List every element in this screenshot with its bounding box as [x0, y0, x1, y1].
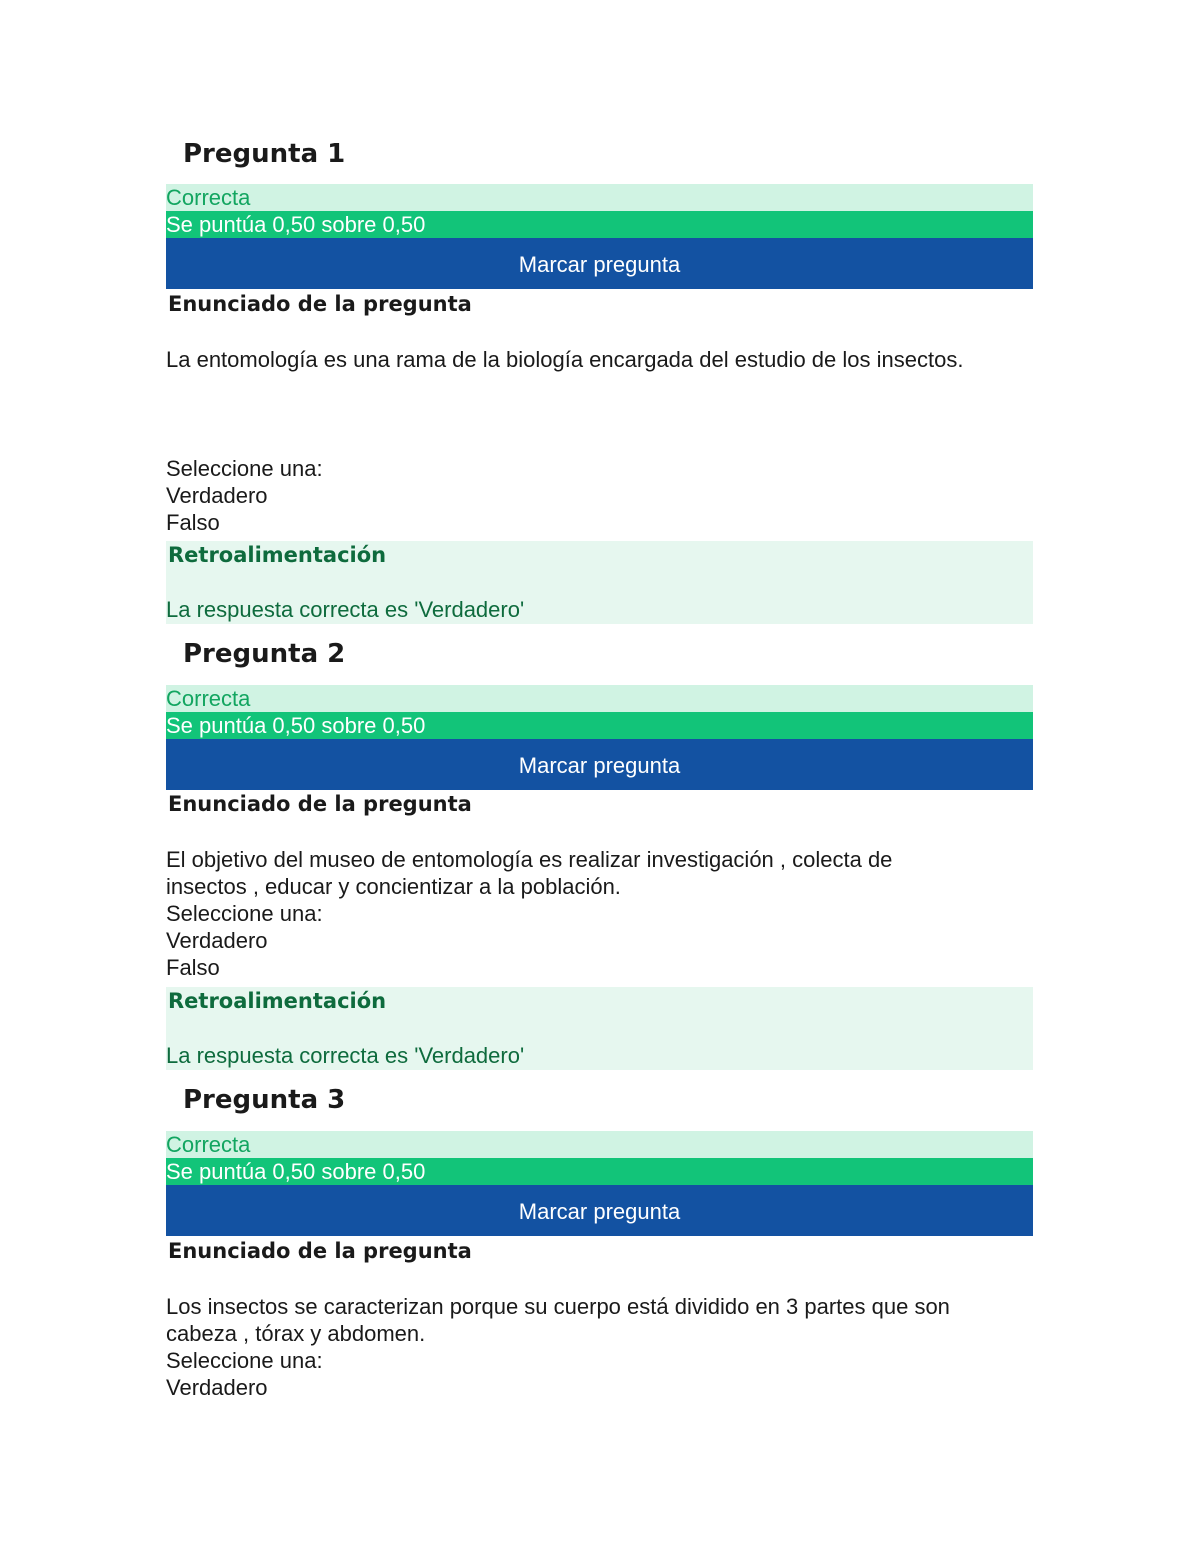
question-state: Correcta	[166, 184, 1033, 211]
question-text: El objetivo del museo de entomología es realizar investigación , colecta de insectos , educar y concientizar a la población.	[166, 847, 893, 899]
question-prompt-heading: Enunciado de la pregunta	[168, 292, 472, 316]
feedback-text: La respuesta correcta es 'Verdadero'	[166, 597, 525, 622]
select-label: Seleccione una:	[166, 901, 323, 926]
question-prompt-heading: Enunciado de la pregunta	[168, 1239, 472, 1263]
option-verdadero[interactable]: Verdadero	[166, 483, 268, 508]
question-grade: Se puntúa 0,50 sobre 0,50	[166, 1158, 1033, 1185]
flag-question-button[interactable]: Marcar pregunta	[166, 238, 1033, 289]
question-state: Correcta	[166, 685, 1033, 712]
question-text: Los insectos se caracterizan porque su cuerpo está dividido en 3 partes que son cabeza , tórax y abdomen.	[166, 1294, 950, 1346]
question-title: Pregunta 3	[183, 1085, 346, 1115]
select-label: Seleccione una:	[166, 1348, 323, 1373]
question-text: La entomología es una rama de la biología encargada del estudio de los insectos.	[166, 347, 964, 372]
option-verdadero[interactable]: Verdadero	[166, 1375, 268, 1400]
select-label: Seleccione una:	[166, 456, 323, 481]
question-title: Pregunta 2	[183, 639, 346, 669]
feedback-title: Retroalimentación	[168, 989, 387, 1013]
feedback-text: La respuesta correcta es 'Verdadero'	[166, 1043, 525, 1068]
flag-question-button[interactable]: Marcar pregunta	[166, 1185, 1033, 1236]
option-falso[interactable]: Falso	[166, 955, 220, 980]
option-falso[interactable]: Falso	[166, 510, 220, 535]
feedback-title: Retroalimentación	[168, 543, 387, 567]
question-prompt-heading: Enunciado de la pregunta	[168, 792, 472, 816]
feedback-box	[166, 987, 1033, 1070]
question-state: Correcta	[166, 1131, 1033, 1158]
feedback-box	[166, 541, 1033, 624]
question-grade: Se puntúa 0,50 sobre 0,50	[166, 712, 1033, 739]
question-grade: Se puntúa 0,50 sobre 0,50	[166, 211, 1033, 238]
question-title: Pregunta 1	[183, 139, 346, 169]
option-verdadero[interactable]: Verdadero	[166, 928, 268, 953]
flag-question-button[interactable]: Marcar pregunta	[166, 739, 1033, 790]
